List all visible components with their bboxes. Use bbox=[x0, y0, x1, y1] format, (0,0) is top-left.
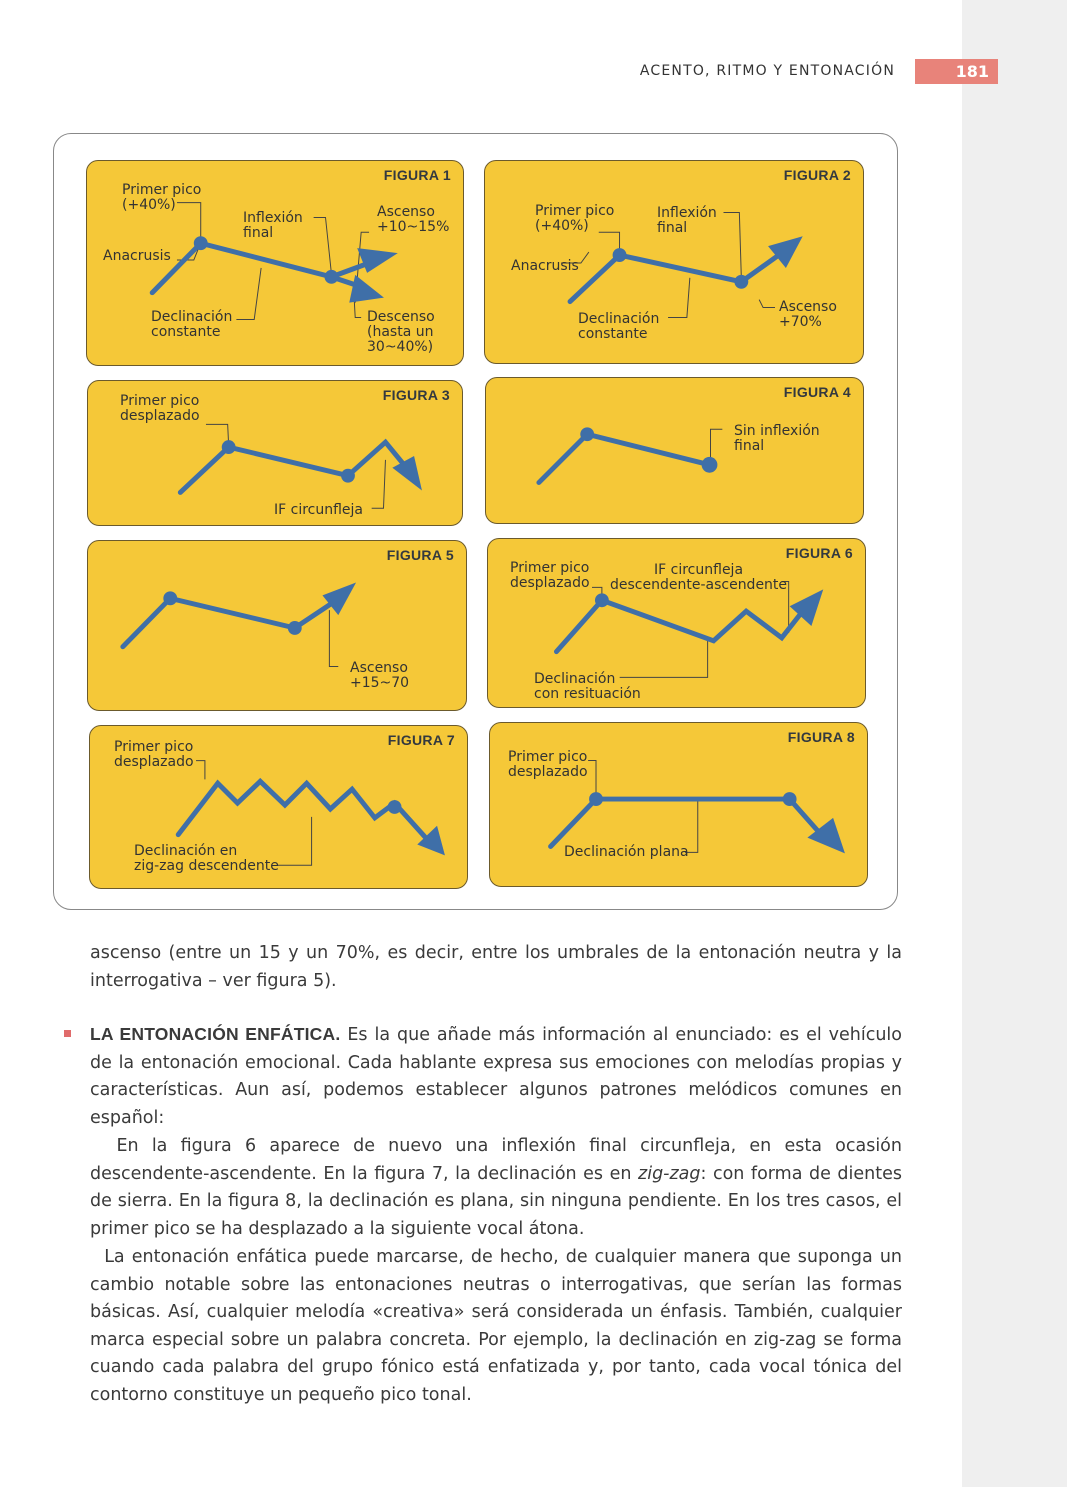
paragraph-3-a: En la figura 6 aparece de nuevo una inflexión final circunfleja, en esta ocasión descendente-ascendente. En la figura 7, la declinación es en bbox=[90, 1136, 902, 1184]
figure-1-label-declinacion: Declinación constante bbox=[151, 309, 233, 340]
figure-5-title: FIGURA 5 bbox=[386, 547, 454, 563]
paragraph-figures bbox=[90, 1133, 902, 1243]
figure-1-label-ascenso: Ascenso +10~15% bbox=[377, 204, 450, 235]
figure-3-label-pico: Primer pico desplazado bbox=[120, 393, 200, 424]
figure-2-label-inflexion: Inflexión final bbox=[657, 205, 717, 236]
figure-2-title: FIGURA 2 bbox=[783, 167, 851, 183]
figure-4-panel bbox=[485, 377, 864, 524]
figure-5-panel bbox=[87, 540, 467, 711]
paragraph-enfatica bbox=[90, 1021, 902, 1132]
figure-3-label-if: IF circunfleja bbox=[274, 502, 364, 518]
bullet-marker bbox=[64, 1030, 71, 1037]
figure-7-title: FIGURA 7 bbox=[387, 732, 455, 748]
figure-4-label-sin-inflexion: Sin inflexión final bbox=[734, 423, 820, 454]
figure-2-label-pico: Primer pico (+40%) bbox=[535, 203, 615, 234]
running-head: ACENTO, RITMO Y ENTONACIÓN bbox=[639, 63, 895, 79]
figure-1-label-pico: Primer pico (+40%) bbox=[122, 182, 202, 213]
figure-1-panel bbox=[86, 160, 464, 366]
figure-6-panel bbox=[487, 538, 866, 708]
figure-2-label-anacrusis: Anacrusis bbox=[511, 258, 579, 274]
figure-1-label-anacrusis: Anacrusis bbox=[103, 248, 171, 264]
figure-7-panel bbox=[89, 725, 468, 889]
figure-5-label-ascenso: Ascenso +15~70 bbox=[350, 660, 410, 691]
paragraph-1: ascenso (entre un 15 y un 70%, es decir, entre los umbrales de la entonación neutra y la interrogativa – ver figura 5). bbox=[90, 943, 902, 991]
figure-8-label-declinacion: Declinación plana bbox=[564, 844, 689, 860]
figure-7-label-declinacion: Declinación en zig-zag descendente bbox=[134, 843, 279, 874]
figure-1-title: FIGURA 1 bbox=[383, 167, 451, 183]
paragraph-continuation bbox=[90, 940, 902, 995]
page-margin-strip bbox=[962, 0, 1067, 1487]
paragraph-4: La entonación enfática puede marcarse, de hecho, de cualquier manera que suponga un cambio notable sobre las entonaciones neutras o interrogativas, que serían las formas básicas. Así, cualquier melodía «creativa» será considerada un énfasis. También, cualquier marca especial sobre un palabra concreta. Por ejemplo, la declinación en zig-zag se forma cuando cada palabra del grupo fónico está enfatizada y, por tanto, cada vocal tónica del contorno constituye un pequeño pico tonal. bbox=[90, 1247, 902, 1405]
figure-8-title: FIGURA 8 bbox=[787, 729, 855, 745]
figure-3-title: FIGURA 3 bbox=[382, 387, 450, 403]
figure-4-title: FIGURA 4 bbox=[783, 384, 851, 400]
paragraph-final bbox=[90, 1244, 902, 1409]
figure-1-label-descenso: Descenso (hasta un 30~40%) bbox=[367, 309, 435, 355]
page-number: 181 bbox=[915, 59, 998, 84]
figure-2-label-declinacion: Declinación constante bbox=[578, 311, 660, 342]
figure-7-label-pico: Primer pico desplazado bbox=[114, 739, 194, 770]
section-lead: LA ENTONACIÓN ENFÁTICA. bbox=[90, 1024, 341, 1044]
figure-6-title: FIGURA 6 bbox=[785, 545, 853, 561]
figure-8-panel bbox=[489, 722, 868, 887]
figure-6-label-pico: Primer pico desplazado bbox=[510, 560, 590, 591]
paragraph-3-em: zig-zag bbox=[638, 1163, 701, 1184]
figure-3-panel bbox=[87, 380, 463, 526]
paragraph-2-text: Es la que añade más información al enunciado: es el vehículo de la entonación emocional. Cada hablante expresa sus emociones con melodías propias y características. Aun así, podemos establecer algunos patrones melódicos comunes en español: bbox=[90, 1025, 902, 1128]
figure-2-label-ascenso: Ascenso +70% bbox=[779, 299, 837, 330]
figure-8-label-pico: Primer pico desplazado bbox=[508, 749, 588, 780]
figure-6-label-declinacion: Declinación con resituación bbox=[534, 671, 641, 702]
figure-2-panel bbox=[484, 160, 864, 364]
figure-6-label-if: IF circunfleja descendente-ascendente bbox=[610, 562, 788, 593]
paragraph-3-b: : con forma de dientes de sierra. En la figura 8, la declinación es plana, sin ninguna pendiente. En los tres casos, el primer pico se ha desplazado a la siguiente vocal átona. bbox=[90, 1163, 902, 1239]
figure-1-label-inflexion: Inflexión final bbox=[243, 210, 303, 241]
